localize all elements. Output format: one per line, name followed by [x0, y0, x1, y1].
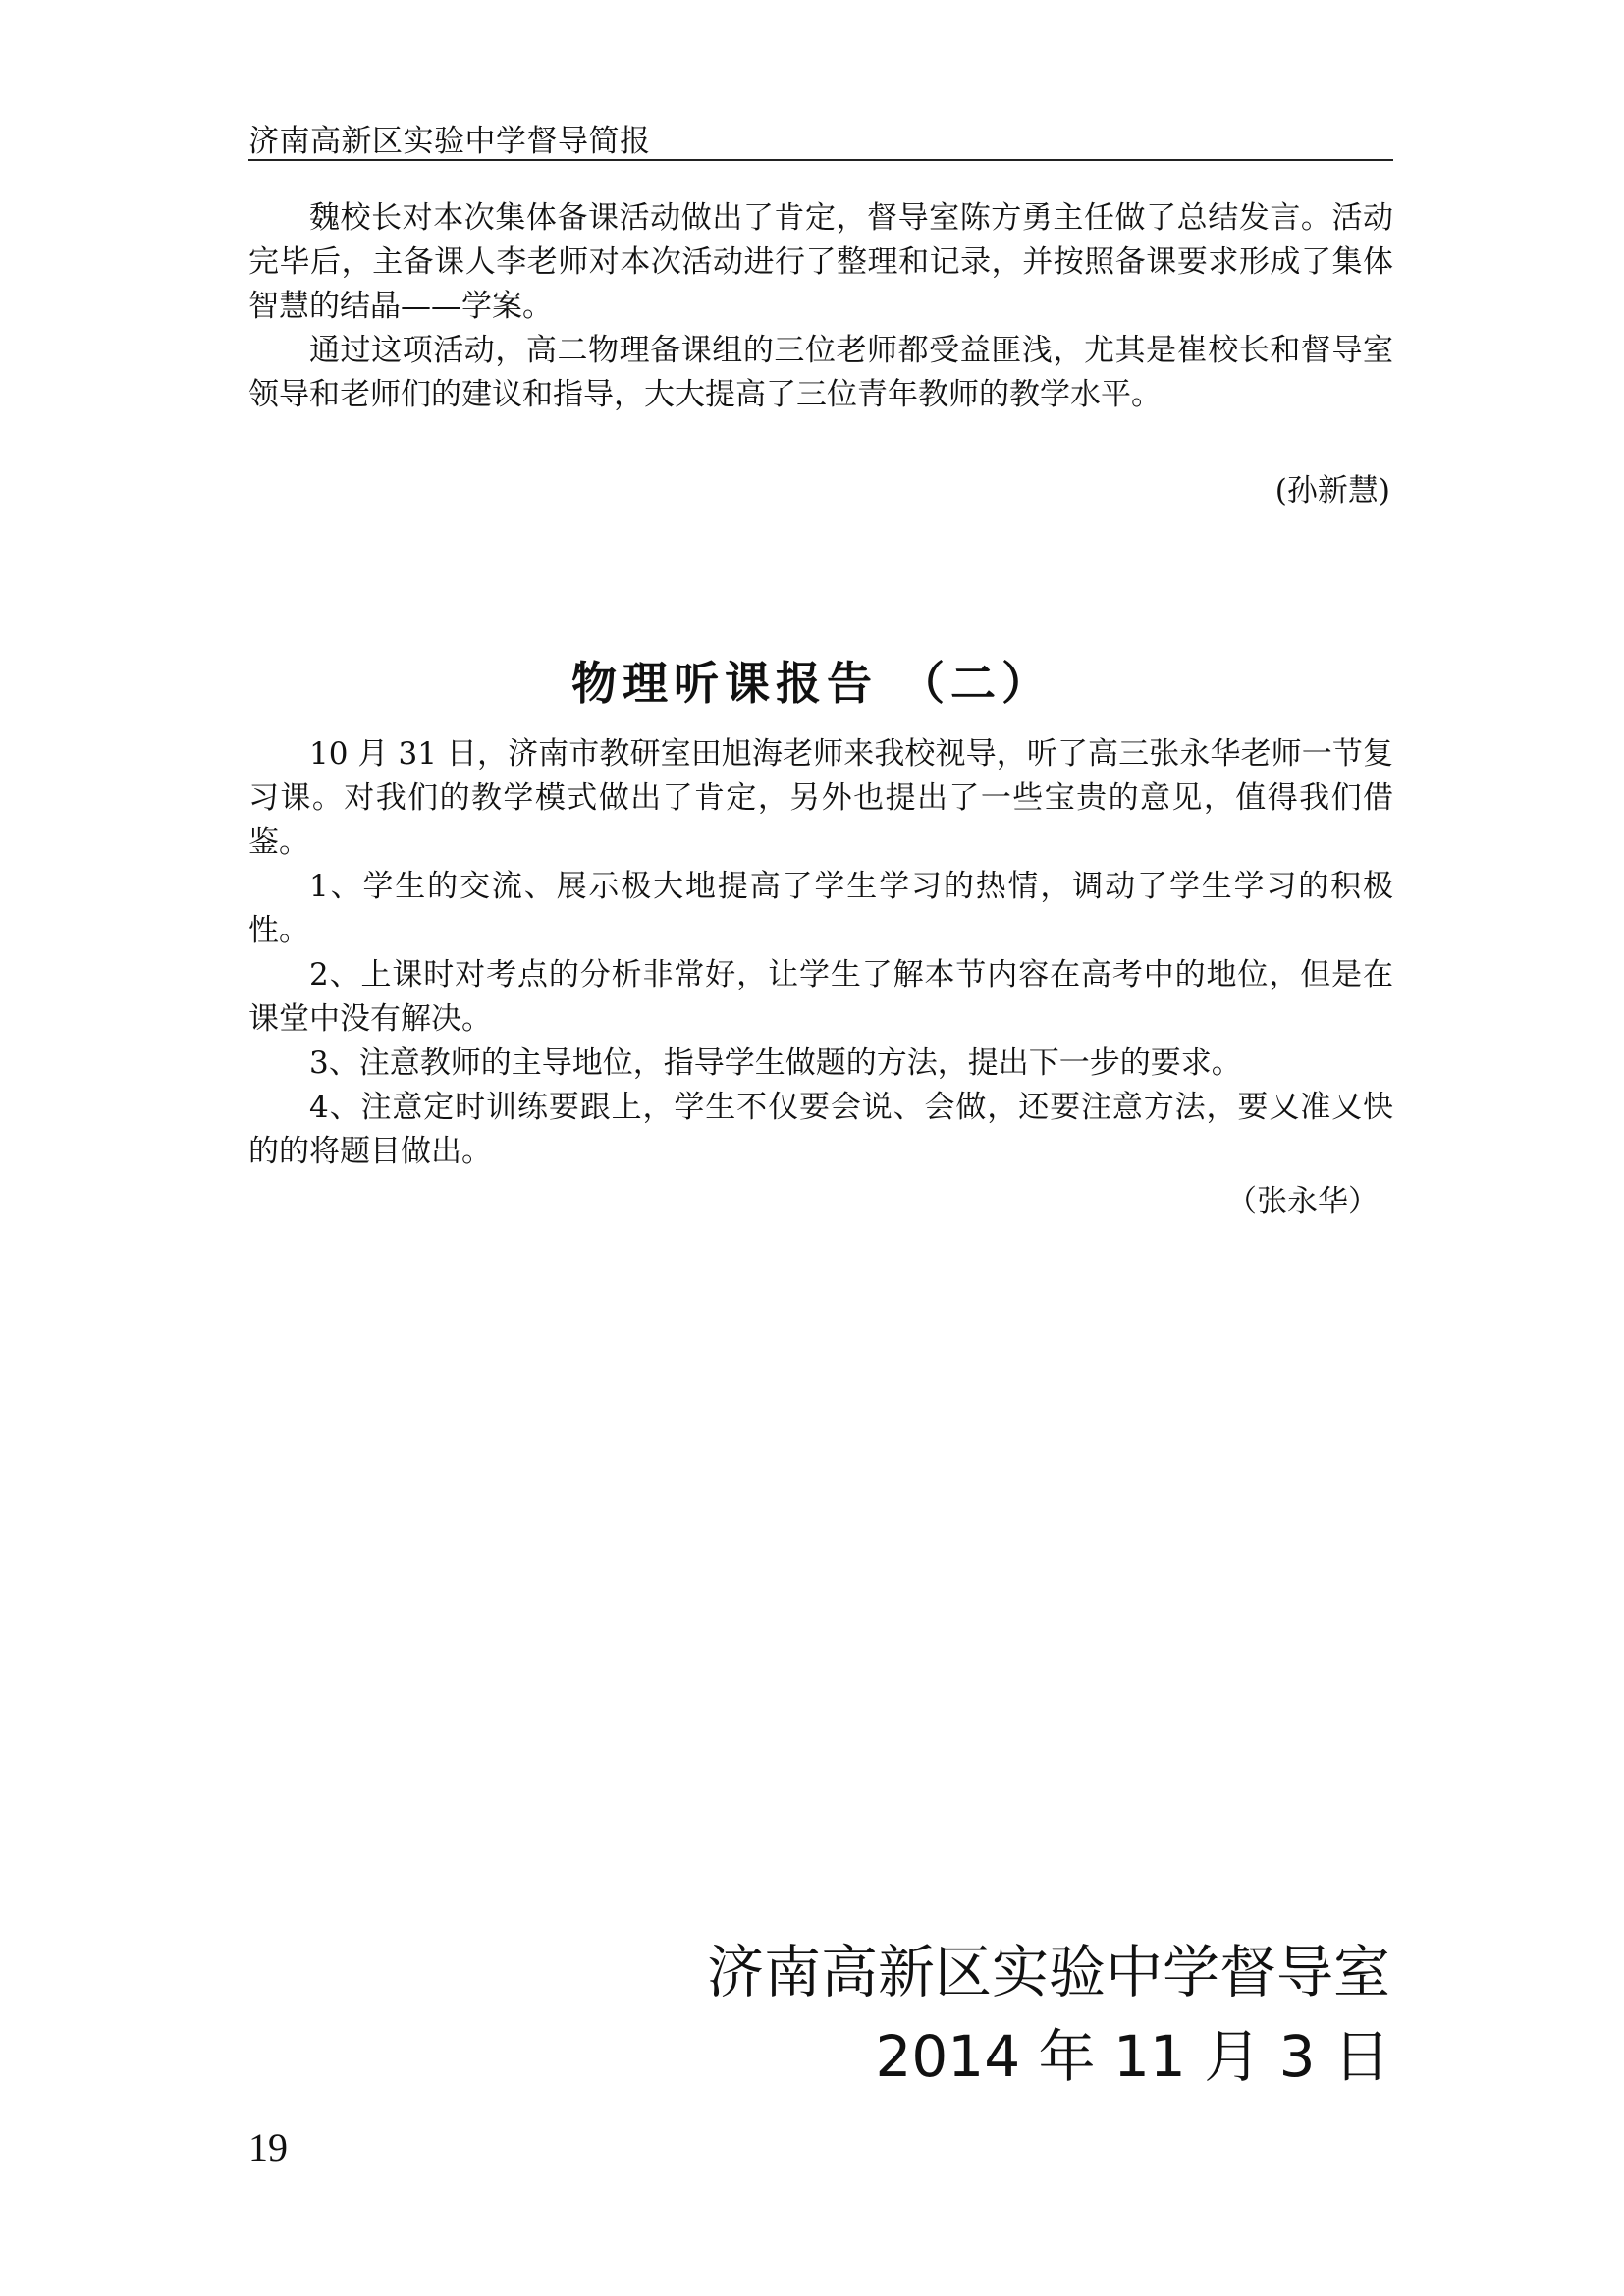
article-2-list-item: 1、学生的交流、展示极大地提高了学生学习的热情，调动了学生学习的积极性。: [248, 869, 1393, 948]
article-2-list-item: 3、注意教师的主导地位，指导学生做题的方法，提出下一步的要求。: [309, 1045, 1242, 1081]
article-2-author: （张永华）: [1226, 1184, 1379, 1219]
running-header: 济南高新区实验中学督导简报: [248, 124, 651, 159]
article-2-list-item: 4、注意定时训练要跟上，学生不仅要会说、会做，还要注意方法，要又准又快的的将题目做出。: [248, 1090, 1393, 1169]
header-divider: [248, 159, 1393, 161]
article-1-author: (孙新慧): [1274, 473, 1390, 508]
article-1-paragraph: 通过这项活动，高二物理备课组的三位老师都受益匪浅，尤其是崔校长和督导室领导和老师们的建议和指导，大大提高了三位青年教师的教学水平。: [248, 333, 1393, 412]
closing-date: 2014 年 11 月 3 日: [875, 2023, 1390, 2090]
article-2-list-item: 2、上课时对考点的分析非常好，让学生了解本节内容在高考中的地位，但是在课堂中没有解决。: [248, 957, 1393, 1037]
article-2-paragraph: 10 月 31 日，济南市教研室田旭海老师来我校视导，听了高三张永华老师一节复习课。对我们的教学模式做出了肯定，另外也提出了一些宝贵的意见，值得我们借鉴。: [248, 736, 1393, 860]
article-2-body: [248, 732, 1393, 1174]
page-number: 19: [248, 2125, 288, 2169]
closing-organization: 济南高新区实验中学督导室: [706, 1939, 1390, 2005]
article-1-paragraph: 魏校长对本次集体备课活动做出了肯定，督导室陈方勇主任做了总结发言。活动完毕后，主备课人李老师对本次活动进行了整理和记录，并按照备课要求形成了集体智慧的结晶——学案。: [248, 200, 1393, 324]
article-1-body: [248, 196, 1393, 417]
article-2-title: 物理听课报告 （二）: [570, 657, 1053, 710]
